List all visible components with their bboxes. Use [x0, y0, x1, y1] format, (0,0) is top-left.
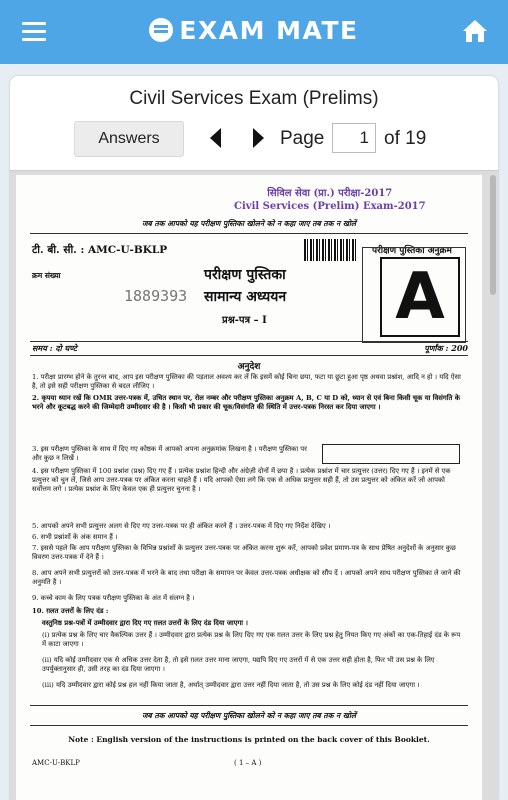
app-bar	[0, 0, 508, 64]
english-note: Note : English version of the instructions is printed on the back cover of this Booklet.	[68, 735, 430, 744]
exam-paper-page	[16, 175, 482, 800]
barcode	[304, 239, 356, 261]
document-viewer[interactable]	[10, 170, 498, 800]
page-count-label: of 19	[384, 128, 427, 149]
maximum-marks: पूर्णांक : 200	[424, 343, 468, 353]
exam-mate-logo-icon	[149, 18, 173, 42]
booklet-series-letter: A	[380, 257, 460, 337]
instruction-item: 1. परीक्षा प्रारम्भ होने के तुरन्त बाद, आप इस परीक्षण पुस्तिका की पड़ताल अवश्य कर लें कि इसमें कोई बिना छपा, फटा या छूटा हुआ पृष्ठ अथवा प्रश्नांश, आदि न हो । यदि ऐसा है, तो इसे सही परीक्षण पुस्तिका से बदल लीजिए ।	[32, 373, 461, 390]
viewer-scrollbar[interactable]	[490, 175, 496, 295]
page-title: Civil Services Exam (Prelims)	[129, 88, 379, 109]
instruction-item: (i) प्रत्येक प्रश्न के लिए चार वैकल्पिक उत्तर हैं । उम्मीदवार द्वारा प्रत्येक प्रश्न के लिए दिए गए एक ग़लत उत्तर के लिए प्रश्न हेतु नियत किए गए अंकों का एक-तिहाई दंड के रूप में काटा जाएगा ।	[42, 631, 461, 648]
paper-number: प्रश्न-पत्र – I	[222, 315, 267, 326]
warning-top: जब तक आपको यह परीक्षण पुस्तिका खोलने को न कहा जाए तब तक न खोलें	[141, 219, 356, 228]
divider	[30, 233, 468, 234]
page-number-input[interactable]	[332, 123, 376, 153]
instruction-item: 3. इस परीक्षण पुस्तिका के साथ में दिए गए कोष्ठक में आपको अपना अनुक्रमांक लिखना है । परीक्षण पुस्तिका पर और कुछ न लिखें ।	[32, 445, 307, 462]
booklet-title: परीक्षण पुस्तिका	[204, 267, 286, 283]
instructions-heading: अनुदेश	[237, 362, 261, 372]
warning-bottom: जब तक आपको यह परीक्षण पुस्तिका खोलने को न कहा जाए तब तक न खोलें	[141, 711, 356, 720]
previous-page-icon[interactable]	[210, 128, 221, 148]
home-icon[interactable]	[462, 18, 488, 44]
test-booklet-code: टी. बी. सी. : AMC-U-BKLP	[32, 244, 168, 256]
instruction-item: 6. सभी प्रश्नांशों के अंक समान हैं ।	[32, 533, 118, 541]
divider	[30, 355, 468, 356]
exam-card	[10, 76, 498, 800]
booklet-series-label: परीक्षण पुस्तिका अनुक्रम	[372, 246, 452, 256]
instruction-item: 9. कच्चे काम के लिए पत्रक परीक्षण पुस्तिका के अंत में संलग्न है ।	[32, 594, 195, 602]
instruction-item: 10. ग़लत उत्तरों के लिए दंड :	[32, 607, 109, 615]
stamp-line-hindi: सिविल सेवा (प्रा.) परीक्षा-2017	[267, 188, 393, 199]
instruction-item: 7. इससे पहले कि आप परीक्षण पुस्तिका के विभिन्न प्रश्नांशों के प्रत्युत्तर उत्तर-पत्रक पर अंकित करना शुरू करें, आपको प्रवेश प्रमाण-पत्र के साथ प्रेषित अनुदेशों के अनुसार कुछ विवरण उत्तर-पत्रक में देने हैं ।	[32, 544, 456, 561]
serial-number: 1889393	[124, 287, 188, 305]
instruction-item: (ii) यदि कोई उम्मीदवार एक से अधिक उत्तर देता है, तो इसे ग़लत उत्तर माना जाएगा, यद्यपि दिए गए उत्तरों में से एक उत्तर सही होता है, फिर भी उस प्रश्न के लिए उपर्युक्तानुसार ही, उसी तरह का दंड दिया जाएगा ।	[42, 656, 435, 673]
divider	[30, 705, 468, 706]
exam-stamp	[234, 187, 426, 213]
roll-number-box	[322, 444, 460, 464]
instruction-item: 8. आप अपने सभी प्रत्युत्तरों को उत्तर-पत्रक में भरने के बाद तथा परीक्षा के समापन पर केवल उत्तर-पत्रक अधीक्षक को सौंप दें । आपको अपने साथ परीक्षण पुस्तिका ले जाने की अनुमति है ।	[32, 569, 461, 586]
subject-title: सामान्य अध्ययन	[204, 289, 287, 305]
app-logo	[0, 16, 508, 45]
app-brand-text: EXAM MATE	[179, 16, 359, 45]
instruction-item: 4. इस परीक्षण पुस्तिका में 100 प्रश्नांश (प्रश्न) दिए गए हैं । प्रत्येक प्रश्नांश हिन्दी और अंग्रेज़ी दोनों में छपा है । प्रत्येक प्रश्नांश में चार प्रत्युत्तर (उत्तर) दिए गए हैं । इनमें से एक प्रत्युत्तर को चुन लें, जिसे आप उत्तर-पत्रक पर अंकित करना चाहते हैं । यदि आपको ऐसा लगे कि एक से अधिक प्रत्युत्तर सही हैं, तो उस प्रत्युत्तर को अंकित करें जो आपको सर्वोत्तम लगे । प्रत्येक प्रश्नांश के लिए केवल एक ही प्रत्युत्तर चुनना है ।	[32, 467, 451, 493]
divider	[30, 725, 468, 726]
stamp-line-english: Civil Services (Prelim) Exam-2017	[234, 201, 426, 212]
serial-number-label: क्रम संख्या	[32, 271, 61, 280]
instruction-item: (iii) यदि उम्मीदवार द्वारा कोई प्रश्न हल नहीं किया जाता है, अर्थात् उम्मीदवार द्वारा उत्तर नहीं दिया जाता है, तो उस प्रश्न के लिए कोई दंड नहीं दिया जाएगा ।	[42, 681, 420, 689]
answers-button[interactable]: Answers	[74, 121, 184, 157]
instruction-item: वस्तुनिष्ठ प्रश्न-पत्रों में उम्मीदवार द्वारा दिए गए ग़लत उत्तरों के लिए दंड दिया जाएगा ।	[42, 619, 248, 627]
footer-page-number: ( 1 – A )	[234, 759, 262, 767]
time-allowed: समय : दो घण्टे	[32, 343, 77, 353]
page-label: Page	[280, 128, 325, 149]
instruction-item: 2. कृपया ध्यान रखें कि OMR उत्तर-पत्रक में, उचित स्थान पर, रोल नम्बर और परीक्षण पुस्तिका अनुक्रम A, B, C या D को, ध्यान से एवं बिना किसी चूक या विसंगति के भरने और कूटबद्ध करने की जिम्मेदारी उम्मीदवार की है । किसी भी प्रकार की चूक/विसंगति की स्थिति में उत्तर-पत्रक निरस्त कर दिया जाएगा ।	[32, 394, 460, 411]
instruction-item: 5. आपको अपने सभी प्रत्युत्तर अलग से दिए गए उत्तर-पत्रक पर ही अंकित करने हैं । उत्तर-पत्रक में दिए गए निर्देश देखिए ।	[32, 522, 331, 530]
next-page-icon[interactable]	[253, 128, 264, 148]
divider	[30, 341, 468, 342]
footer-code: AMC-U-BKLP	[32, 759, 80, 767]
